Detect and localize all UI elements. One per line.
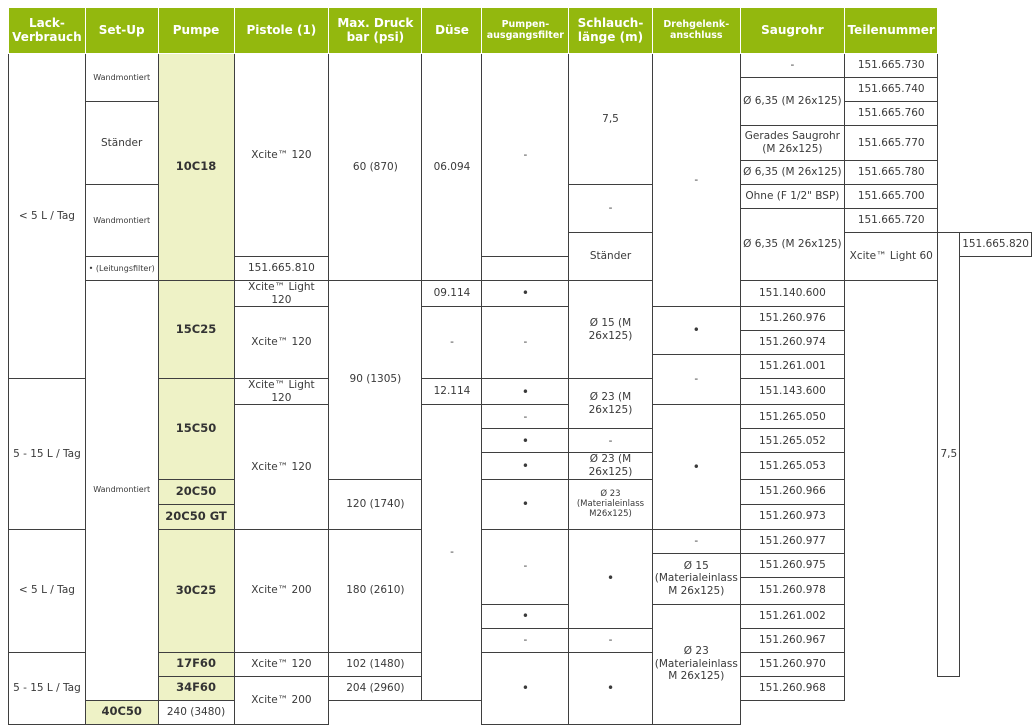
header-teilenummer: Teilenummer <box>844 8 938 54</box>
filter-cell: • <box>482 281 569 307</box>
filter-cell: - <box>482 529 569 604</box>
dreh-cell: - <box>652 54 740 307</box>
teile-cell: 151.260.978 <box>740 577 844 604</box>
table-row <box>9 54 1032 78</box>
teile-cell: 151.265.050 <box>740 405 844 429</box>
teile-cell: 151.261.002 <box>740 604 844 628</box>
pumpe-cell: 40C50 <box>85 700 158 724</box>
header-row <box>9 8 1032 54</box>
header-duese: Düse <box>422 8 482 54</box>
dreh-cell: • <box>569 652 652 724</box>
teile-cell: 151.665.810 <box>234 257 329 281</box>
teile-cell: 151.665.820 <box>960 233 1032 257</box>
dreh-cell: - <box>569 628 652 652</box>
pumpe-cell: 20C50 <box>158 479 234 504</box>
schlauch-cell: 7,5 <box>938 233 960 677</box>
teile-cell: 151.260.977 <box>740 529 844 553</box>
filter-cell: • <box>482 379 569 405</box>
lack-cell: 5 - 15 L / Tag <box>9 652 86 724</box>
duese-cell: 09.114 <box>422 281 482 307</box>
filter-cell: • <box>482 652 569 724</box>
lack-cell: < 5 L / Tag <box>9 54 86 379</box>
pumpe-cell: 10C18 <box>158 54 234 281</box>
druck-cell: 240 (3480) <box>158 700 234 724</box>
saug-cell: Ø 15 (M 26x125) <box>569 281 652 379</box>
pistole-cell: Xcite™ 120 <box>234 54 329 257</box>
duese-cell: - <box>422 405 482 700</box>
saug-cell: Ø 15 (Materialeinlass M 26x125) <box>652 553 740 604</box>
setup-cell: Wandmontiert <box>85 54 158 102</box>
header-max-druck: Max. Druck bar (psi) <box>329 8 422 54</box>
saug-cell: - <box>652 529 740 553</box>
teile-cell: 151.260.966 <box>740 479 844 504</box>
teile-cell: 151.665.770 <box>844 126 938 161</box>
table-row <box>9 281 1032 307</box>
druck-cell: 120 (1740) <box>329 479 422 529</box>
dreh-cell: • <box>652 405 740 529</box>
dreh-cell: • <box>569 529 652 628</box>
teile-cell: 151.261.001 <box>740 355 844 379</box>
druck-cell: 90 (1305) <box>329 281 422 480</box>
header-schlauchlaenge: Schlauch- länge (m) <box>569 8 652 54</box>
teile-cell: 151.665.720 <box>844 209 938 233</box>
pumpe-cell: 34F60 <box>158 676 234 700</box>
header-set-up: Set-Up <box>85 8 158 54</box>
pumpe-cell: 20C50 GT <box>158 504 234 529</box>
parts-table <box>8 7 1032 725</box>
saug-cell: Ohne (F 1/2" BSP) <box>740 185 844 209</box>
teile-cell: 151.260.974 <box>740 331 844 355</box>
setup-cell: Wandmontiert <box>85 281 158 701</box>
druck-cell: 60 (870) <box>329 54 422 281</box>
teile-cell: 151.260.970 <box>740 652 844 676</box>
header-pumpenausgangsfilter: Pumpen- ausgangsfilter <box>482 8 569 54</box>
saug-cell: - <box>740 54 844 78</box>
saug-cell: Ø 6,35 (M 26x125) <box>740 209 844 281</box>
pistole-cell: Xcite™ 120 <box>234 652 329 676</box>
teile-cell: 151.265.052 <box>740 429 844 453</box>
setup-cell: Wandmontiert <box>85 185 158 257</box>
table-row <box>9 652 1032 676</box>
pumpe-cell: 17F60 <box>158 652 234 676</box>
lack-cell: < 5 L / Tag <box>9 529 86 652</box>
teile-cell: 151.665.700 <box>844 185 938 209</box>
filter-cell: • <box>482 429 569 453</box>
filter-cell: • <box>482 604 569 628</box>
dreh-cell: • <box>652 307 740 355</box>
teile-cell: 151.260.973 <box>740 504 844 529</box>
teile-cell: 151.260.968 <box>740 676 844 700</box>
pumpe-cell: 30C25 <box>158 529 234 652</box>
header-pistole: Pistole (1) <box>234 8 329 54</box>
druck-cell: 180 (2610) <box>329 529 422 652</box>
schlauch-cell: - <box>569 185 652 233</box>
pistole-cell: Xcite™ 120 <box>234 307 329 379</box>
pistole-cell: Xcite™ 120 <box>234 405 329 529</box>
filter-cell: - <box>482 628 569 652</box>
pistole-cell: Xcite™ Light 120 <box>234 379 329 405</box>
teile-cell: 151.665.730 <box>844 54 938 78</box>
pumpe-cell: 15C25 <box>158 281 234 379</box>
filter-cell: • (Leitungsfilter) <box>85 257 158 281</box>
saug-cell: Gerades Saugrohr (M 26x125) <box>740 126 844 161</box>
saug-cell: Ø 23 (Materialeinlass M 26x125) <box>652 604 740 724</box>
duese-cell: 06.094 <box>422 54 482 281</box>
teile-cell: 151.260.967 <box>740 628 844 652</box>
pistole-cell: Xcite™ Light 60 <box>844 233 938 281</box>
teile-cell: 151.143.600 <box>740 379 844 405</box>
saug-cell: Ø 6,35 (M 26x125) <box>740 78 844 126</box>
filter-cell: - <box>482 54 569 257</box>
table-row <box>9 529 1032 553</box>
pistole-cell: Xcite™ 200 <box>234 676 329 724</box>
saug-cell: Ø 23 (M 26x125) <box>569 379 652 429</box>
teile-cell: 151.665.740 <box>844 78 938 102</box>
header-lack-verbrauch: Lack- Verbrauch <box>9 8 86 54</box>
filter-cell: • <box>482 453 569 479</box>
teile-cell: 151.140.600 <box>740 281 844 307</box>
teile-cell: 151.260.975 <box>740 553 844 577</box>
table-row <box>9 479 1032 504</box>
filter-cell: - <box>482 405 569 429</box>
table-row <box>9 379 1032 405</box>
lack-cell: 5 - 15 L / Tag <box>9 379 86 529</box>
filter-cell: • <box>482 479 569 529</box>
setup-cell: Ständer <box>85 102 158 185</box>
pistole-cell: Xcite™ 200 <box>234 529 329 652</box>
teile-cell: 151.665.780 <box>844 161 938 185</box>
dreh-cell: - <box>652 355 740 405</box>
setup-cell: Ständer <box>569 233 652 281</box>
druck-cell: 204 (2960) <box>329 676 422 700</box>
duese-cell: 12.114 <box>422 379 482 405</box>
header-drehgelenkanschluss: Drehgelenk- anschluss <box>652 8 740 54</box>
teile-cell: 151.665.760 <box>844 102 938 126</box>
teile-cell: 151.265.053 <box>740 453 844 479</box>
schlauch-cell: 7,5 <box>569 54 652 185</box>
filter-cell: - <box>482 307 569 379</box>
header-pumpe: Pumpe <box>158 8 234 54</box>
pistole-cell: Xcite™ Light 120 <box>234 281 329 307</box>
duese-cell: - <box>422 307 482 379</box>
teile-cell: 151.260.976 <box>740 307 844 331</box>
saug-cell: Ø 23 (M 26x125) <box>569 453 652 479</box>
pumpe-cell: 15C50 <box>158 379 234 479</box>
saug-cell: Ø 6,35 (M 26x125) <box>740 161 844 185</box>
header-saugrohr: Saugrohr <box>740 8 844 54</box>
saug-cell: Ø 23 (Materialeinlass M26x125) <box>569 479 652 529</box>
druck-cell: 102 (1480) <box>329 652 422 676</box>
saug-cell: - <box>569 429 652 453</box>
